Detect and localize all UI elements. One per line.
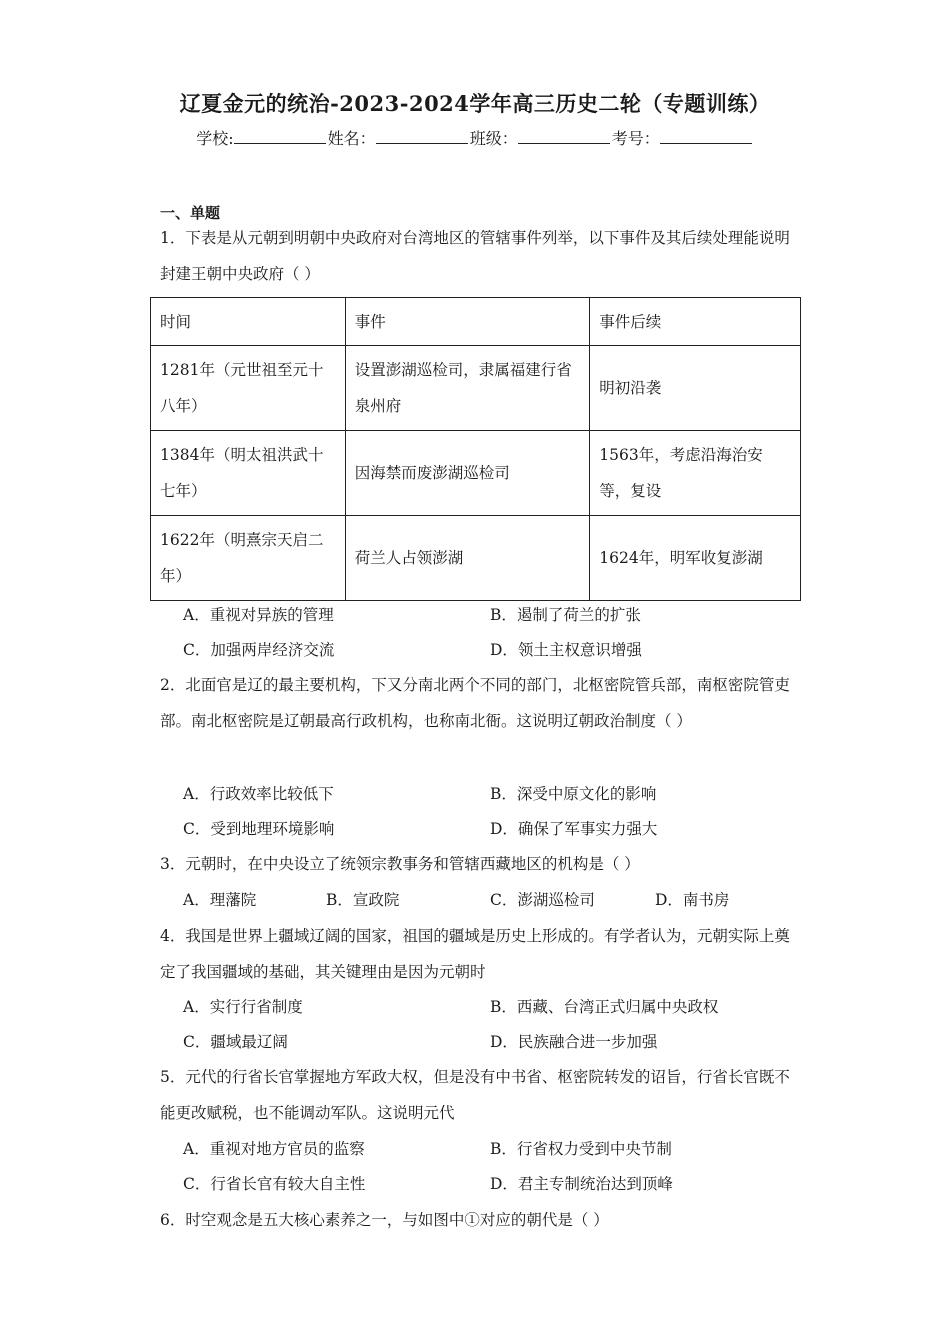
page-title: 辽夏金元的统治-2023-2024学年高三历史二轮（专题训练） <box>179 91 771 116</box>
q2-option-c: C．受到地理环境影响 <box>183 820 335 838</box>
table-cell: 1622年（明熹宗天启二年） <box>151 516 346 601</box>
school-blank <box>234 129 326 144</box>
q3-option-b: B．宣政院 <box>326 891 400 909</box>
class-blank <box>518 129 610 144</box>
table-header-cell: 事件 <box>345 298 590 346</box>
q5-option-c: C．行省长官有较大自主性 <box>183 1175 366 1193</box>
q5-option-a: A．重视对地方官员的监察 <box>183 1140 365 1158</box>
table-cell: 因海禁而废澎湖巡检司 <box>345 431 590 516</box>
section-heading: 一、单题 <box>160 204 221 222</box>
question-6-stem: 6．时空观念是五大核心素养之一，与如图中①对应的朝代是（ ） <box>160 1211 609 1229</box>
table-header-cell: 事件后续 <box>590 298 801 346</box>
q1-option-c: C．加强两岸经济交流 <box>183 641 335 659</box>
q2-option-a: A．行政效率比较低下 <box>183 785 334 803</box>
table-cell: 1384年（明太祖洪武十七年） <box>151 431 346 516</box>
q2-option-d: D．确保了军事实力强大 <box>490 820 658 838</box>
q3-option-c: C．澎湖巡检司 <box>490 891 595 909</box>
student-info-line <box>0 126 950 149</box>
question-3-stem: 3．元朝时，在中央设立了统领宗教事务和管辖西藏地区的机构是（ ） <box>160 855 640 873</box>
table-header-row <box>151 298 801 346</box>
exam-number-blank <box>660 129 752 144</box>
question-2-stem: 2．北面官是辽的最主要机构，下又分南北两个不同的部门，北枢密院管兵部，南枢密院管吏部。南北枢密院是辽朝最高行政机构，也称南北衙。这说明辽朝政治制度（ ） <box>160 676 790 730</box>
table-cell: 1624年，明军收复澎湖 <box>590 516 801 601</box>
q4-option-a: A．实行行省制度 <box>183 998 303 1016</box>
table-cell: 1563年，考虑沿海治安等，复设 <box>590 431 801 516</box>
question-1-stem: 1．下表是从元朝到明朝中央政府对台湾地区的管辖事件列举，以下事件及其后续处理能说明封建王朝中央政府（ ） <box>160 229 790 283</box>
table-row <box>151 516 801 601</box>
q1-option-a: A．重视对异族的管理 <box>183 606 334 624</box>
table-cell: 1281年（元世祖至元十八年） <box>151 346 346 431</box>
class-label: 班级： <box>469 129 518 148</box>
table-row <box>151 346 801 431</box>
q1-option-b: B．遏制了荷兰的扩张 <box>490 606 641 624</box>
question-1-table <box>150 297 801 601</box>
q5-option-b: B．行省权力受到中央节制 <box>490 1140 672 1158</box>
q3-option-a: A．理藩院 <box>183 891 257 909</box>
q4-option-b: B．西藏、台湾正式归属中央政权 <box>490 998 719 1016</box>
q5-option-d: D．君主专制统治达到顶峰 <box>490 1175 673 1193</box>
q4-option-c: C．疆域最辽阔 <box>183 1033 288 1051</box>
q1-option-d: D．领土主权意识增强 <box>490 641 642 659</box>
school-label: 学校: <box>196 129 234 148</box>
table-header-cell: 时间 <box>151 298 346 346</box>
table-cell: 设置澎湖巡检司，隶属福建行省泉州府 <box>345 346 590 431</box>
question-4-stem: 4．我国是世界上疆域辽阔的国家，祖国的疆域是历史上形成的。有学者认为，元朝实际上奠定了我国疆域的基础，其关键理由是因为元朝时 <box>160 927 790 981</box>
q4-option-d: D．民族融合进一步加强 <box>490 1033 658 1051</box>
q3-option-d: D．南书房 <box>655 891 730 909</box>
name-label: 姓名： <box>327 129 376 148</box>
question-5-stem: 5．元代的行省长官掌握地方军政大权，但是没有中书省、枢密院转发的诏旨，行省长官既不能更改赋税，也不能调动军队。这说明元代 <box>160 1068 790 1122</box>
q2-option-b: B．深受中原文化的影响 <box>490 785 657 803</box>
table-cell: 荷兰人占领澎湖 <box>345 516 590 601</box>
table-row <box>151 431 801 516</box>
exam-number-label: 考号： <box>611 129 660 148</box>
name-blank <box>376 129 468 144</box>
table-cell: 明初沿袭 <box>590 346 801 431</box>
